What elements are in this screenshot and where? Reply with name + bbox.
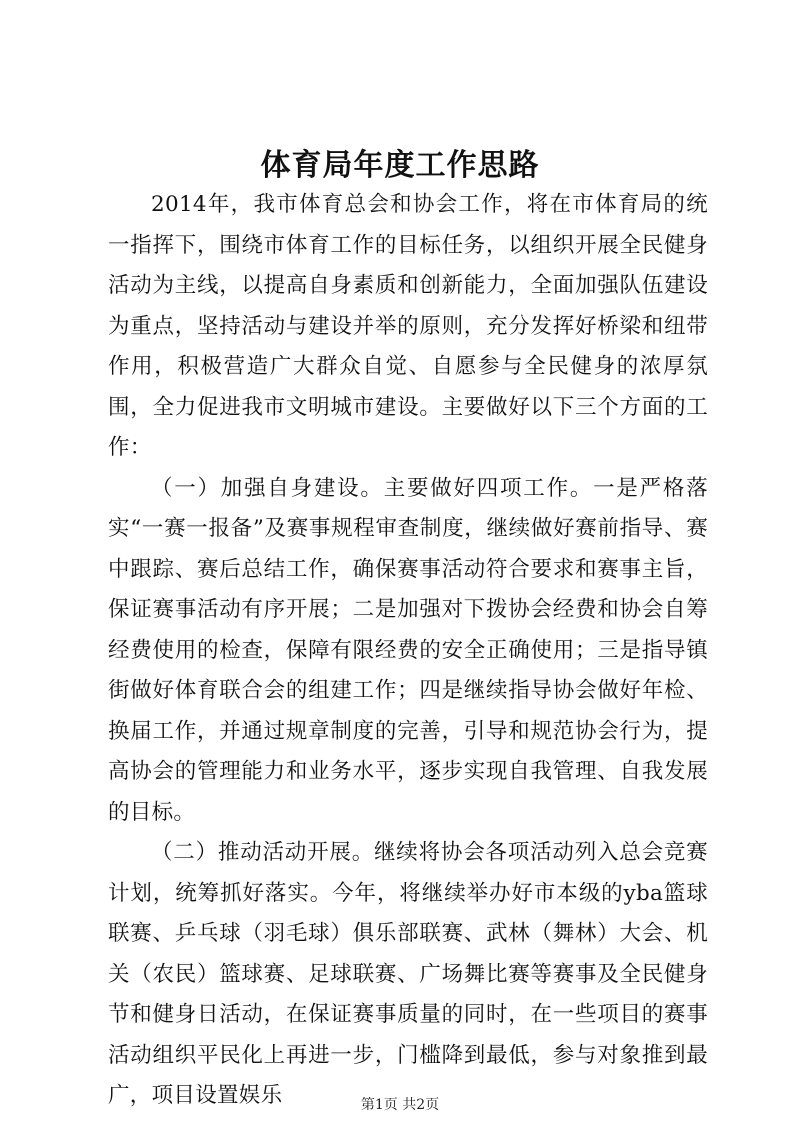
paragraph-section-one: （一）加强自身建设。主要做好四项工作。一是严格落实“一赛一报备”及赛事规程审查制度，继续做好赛前指导、赛中跟踪、赛后总结工作，确保赛事活动符合要求和赛事主旨，保证赛事活动有序开展；二是加强对下拨协会经费和协会自筹经费使用的检查，保障有限经费的安全正确使用；三是指导镇街做好体育联合会的组建工作；四是继续指导协会做好年检、换届工作，并通过规章制度的完善，引导和规范协会行为，提高协会的管理能力和业务水平，逐步实现自我管理、自我发展的目标。 [108,475,708,825]
page-number-footer: 第1页 共2页 [360,1097,440,1113]
paragraph-section-two: （二）推动活动开展。继续将协会各项活动列入总会竞赛计划，统筹抓好落实。今年，将继续举办好市本级的yba篮球联赛、乒乓球（羽毛球）俱乐部联赛、武林（舞林）大会、机关（农民）篮球赛、足球联赛、广场舞比赛等赛事及全民健身节和健身日活动，在保证赛事质量的同时，在一些项目的赛事活动组织平民化上再进一步，门槛降到最低，参与对象推到最广，项目设置娱乐 [108,840,708,1108]
paragraph-intro: 2014年，我市体育总会和协会工作，将在市体育局的统一指挥下，围绕市体育工作的目标任务，以组织开展全民健身活动为主线，以提高自身素质和创新能力，全面加强队伍建设为重点，坚持活动与建设并举的原则，充分发挥好桥梁和纽带作用，积极营造广大群众自觉、自愿参与全民健身的浓厚氛围，全力促进我市文明城市建设。主要做好以下三个方面的工作： [108,192,708,460]
document-body [108,185,708,1117]
document-title: 体育局年度工作思路 [260,148,540,183]
